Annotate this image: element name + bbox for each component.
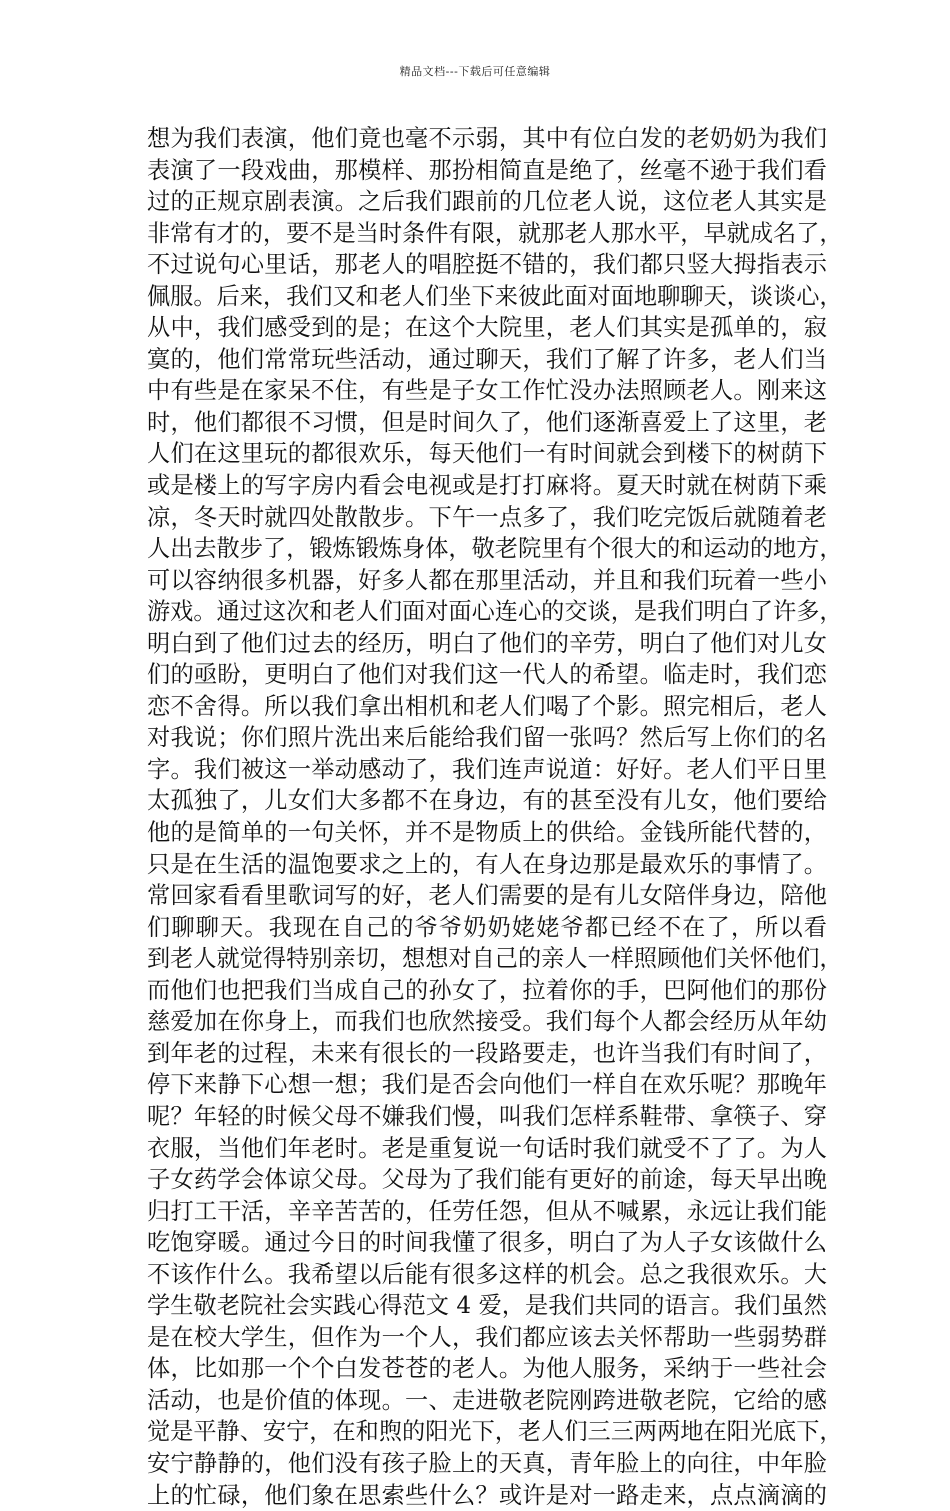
- body-text: [147, 123, 843, 1511]
- text-line: 常回家看看里歌词写的好，老人们需要的是有儿女陪伴身边，陪他: [147, 882, 827, 910]
- text-line: 字。我们被这一举动感动了，我们连声说道：好好。老人们平日里: [147, 755, 827, 783]
- text-line: 上的忙碌，他们象在思索些什么？或许是对一路走来，点点滴滴的: [147, 1481, 827, 1509]
- text-line: 凉，冬天时就四处散散步。下午一点多了，我们吃完饭后就随着老: [147, 503, 827, 531]
- text-line: 人出去散步了，锻炼锻炼身体，敬老院里有个很大的和运动的地方，: [147, 535, 843, 563]
- text-line: 衣服，当他们年老时。老是重复说一句话时我们就受不了了。为人: [147, 1134, 827, 1162]
- text-line: 们聊聊天。我现在自己的爷爷奶奶姥姥爷都已经不在了，所以看: [147, 913, 827, 941]
- text-line: 活动，也是价值的体现。一、走进敬老院刚跨进敬老院，它给的感: [147, 1386, 827, 1414]
- text-line: 想为我们表演，他们竟也毫不示弱，其中有位白发的老奶奶为我们: [147, 125, 827, 152]
- text-line: 太孤独了，儿女们大多都不在身边，有的甚至没有儿女，他们要给: [147, 787, 827, 815]
- text-line: 中有些是在家呆不住，有些是子女工作忙没办法照顾老人。刚来这: [147, 377, 827, 405]
- text-line: 学生敬老院社会实践心得范文 4 爱，是我们共同的语言。我们虽然: [147, 1292, 827, 1320]
- text-line: 不该作什么。我希望以后能有很多这样的机会。总之我很欢乐。大: [147, 1260, 827, 1288]
- text-line: 非常有才的，要不是当时条件有限，就那老人那水平，早就成名了，: [147, 219, 843, 247]
- text-line: 恋不舍得。所以我们拿出相机和老人们喝了个影。照完相后，老人: [147, 692, 827, 720]
- text-line: 们的亟盼，更明白了他们对我们这一代人的希望。临走时，我们恋: [147, 661, 827, 689]
- text-line: 或是楼上的写字房内看会电视或是打打麻将。夏天时就在树荫下乘: [147, 472, 827, 500]
- text-line: 时，他们都很不习惯，但是时间久了，他们逐渐喜爱上了这里，老: [147, 408, 827, 436]
- text-line: 子女药学会体谅父母。父母为了我们能有更好的前途，每天早出晚: [147, 1166, 827, 1194]
- text-line: 他的是简单的一句关怀，并不是物质上的供给。金钱所能代替的，: [147, 819, 827, 847]
- text-line: 佩服。后来，我们又和老人们坐下来彼此面对面地聊聊天，谈谈心，: [147, 282, 843, 310]
- text-line: 表演了一段戏曲，那模样、那扮相简直是绝了，丝毫不逊于我们看: [147, 156, 827, 184]
- text-line: 对我说；你们照片洗出来后能给我们留一张吗？然后写上你们的名: [147, 724, 827, 752]
- text-line: 觉是平静、安宁，在和煦的阳光下，老人们三三两两地在阳光底下，: [147, 1418, 843, 1446]
- text-line: 吃饱穿暖。通过今日的时间我懂了很多，明白了为人子女该做什么: [147, 1229, 827, 1257]
- text-line: 过的正规京剧表演。之后我们跟前的几位老人说，这位老人其实是: [147, 188, 827, 216]
- text-line: 从中，我们感受到的是；在这个大院里，老人们其实是孤单的，寂: [147, 314, 827, 342]
- text-line: 体，比如那一个个白发苍苍的老人。为他人服务，采纳于一些社会: [147, 1355, 827, 1383]
- text-line: 不过说句心里话，那老人的唱腔挺不错的，我们都只竖大拇指表示: [147, 251, 827, 279]
- text-line: 安宁静静的，他们没有孩子脸上的天真，青年脸上的向往，中年脸: [147, 1449, 827, 1477]
- text-line: 呢？年轻的时候父母不嫌我们慢，叫我们怎样系鞋带、拿筷子、穿: [147, 1102, 827, 1130]
- page-header: 精品文档---下载后可任意编辑: [399, 65, 551, 78]
- text-line: 游戏。通过这次和老人们面对面心连心的交谈，是我们明白了许多，: [147, 598, 843, 626]
- text-line: 停下来静下心想一想；我们是否会向他们一样自在欢乐呢？那晚年: [147, 1071, 827, 1099]
- text-line: 到老人就觉得特别亲切，想想对自己的亲人一样照顾他们关怀他们，: [147, 945, 843, 973]
- text-line: 是在校大学生，但作为一个人，我们都应该去关怀帮助一些弱势群: [147, 1323, 827, 1351]
- text-line: 人们在这里玩的都很欢乐，每天他们一有时间就会到楼下的树荫下: [147, 440, 827, 468]
- text-line: 只是在生活的温饱要求之上的，有人在身边那是最欢乐的事情了。: [147, 850, 827, 878]
- text-line: 可以容纳很多机器，好多人都在那里活动，并且和我们玩着一些小: [147, 566, 827, 594]
- text-line: 慈爱加在你身上，而我们也欣然接受。我们每个人都会经历从年幼: [147, 1008, 827, 1036]
- text-line: 而他们也把我们当成自己的孙女了，拉着你的手，巴阿他们的那份: [147, 976, 827, 1004]
- text-line: 寞的，他们常常玩些活动，通过聊天，我们了解了许多，老人们当: [147, 345, 827, 373]
- text-line: 到年老的过程，未来有很长的一段路要走，也许当我们有时间了，: [147, 1039, 827, 1067]
- text-line: 归打工干活，辛辛苦苦的，任劳任怨，但从不喊累，永远让我们能: [147, 1197, 827, 1225]
- text-line: 明白到了他们过去的经历，明白了他们的辛劳，明白了他们对儿女: [147, 629, 827, 657]
